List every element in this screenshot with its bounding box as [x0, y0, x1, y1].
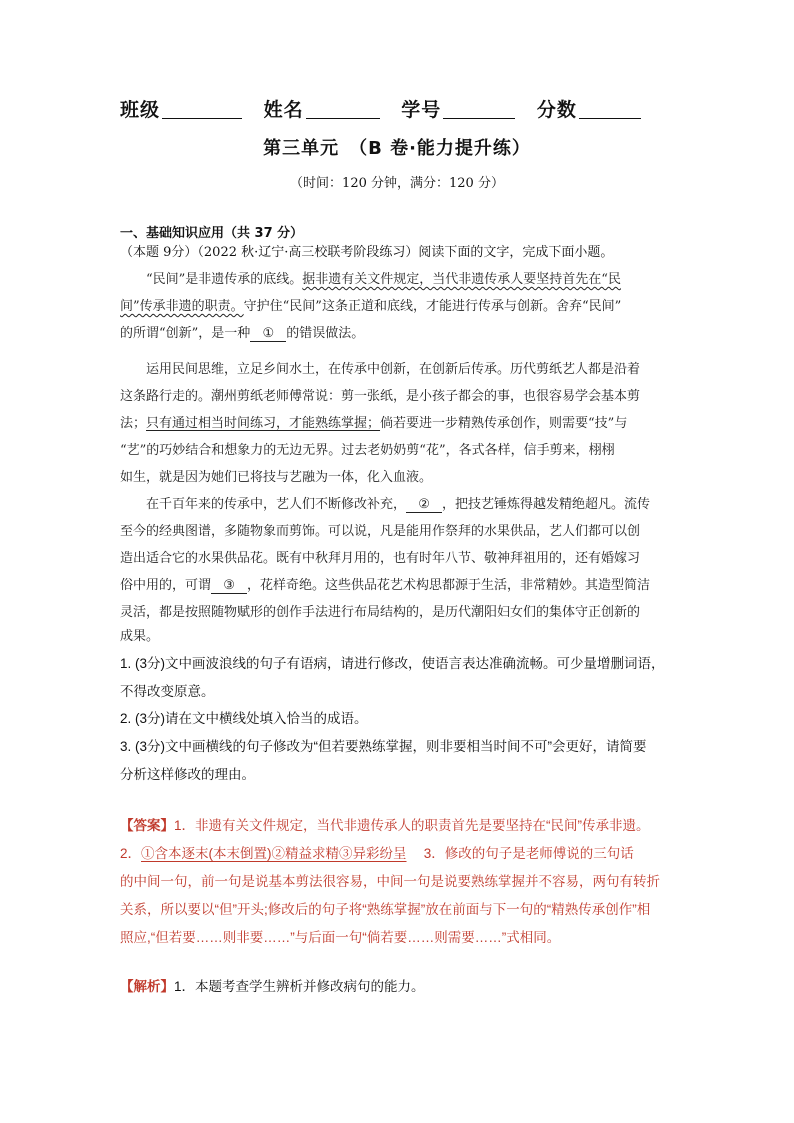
passage-line: 至今的经典图谱，多随物象而剪饰。可以说，凡是能用作祭拜的水果供品，艺人们都可以创	[120, 524, 641, 539]
class-field[interactable]	[162, 100, 242, 119]
answer-idioms: ①含本逐末(本末倒置)②精益求精③异彩纷呈	[141, 846, 407, 861]
passage-line: 灵活，都是按照随物赋形的创作手法进行布局结构的，是历代潮阳妇女们的集体守正创新的	[120, 605, 641, 620]
id-field[interactable]	[443, 100, 515, 119]
answer-line: 关系，所以要以“但”开头;修改后的句子将“熟练掌握”放在前面与下一句的“精熟传承创作”相	[120, 902, 651, 917]
passage-text: 俗中用的，可谓	[120, 578, 212, 593]
answer-text: 3．修改的句子是老师傅说的三句话	[406, 846, 634, 861]
student-info-header	[120, 95, 655, 122]
analysis-text: 1．本题考查学生辨析并修改病句的能力。	[174, 979, 425, 994]
answer-text: 1．非遗有关文件规定，当代非遗传承人的职责首先是要坚持在“民间”传承非遗。	[174, 818, 650, 833]
analysis-tag: 【解析】	[120, 979, 174, 994]
blank-3[interactable]: ③	[211, 578, 247, 594]
name-label: 姓名	[263, 99, 304, 121]
passage-text: 的所谓“创新”，是一种	[120, 326, 251, 341]
passage-text: 倘若要进一步精熟传承创作，则需要“技”与	[380, 416, 628, 431]
id-label: 学号	[401, 99, 442, 121]
passage-line: 造出适合它的水果供品花。既有中秋拜月用的，也有时年八节、敬神拜祖用的，还有婚嫁习	[120, 551, 641, 566]
passage-text: ，花样奇绝。这些供品花艺术构思都源于生活，非常精妙。其造型简洁	[247, 578, 651, 593]
reading-passage	[120, 268, 680, 644]
passage-line: 如生，就是因为她们已将技与艺融为一体，化入血液。	[120, 470, 433, 485]
wavy-sentence: 间”传承非遗的职责。	[120, 299, 244, 314]
page-title: 第三单元 （B 卷·能力提升练）	[263, 138, 531, 159]
underlined-sentence: 只有通过相当时间练习，才能熟练掌握；	[146, 416, 381, 431]
passage-text: 守护住“民间”这条正道和底线，才能进行传承与创新。舍弃“民间”	[243, 299, 622, 314]
passage-line: 这条路行走的。潮州剪纸老师傅常说：剪一张纸，是小孩子都会的事，也很容易学会基本剪	[120, 389, 641, 404]
answer-line: 照应,“但若要……则非要……”与后面一句“倘若要……则需要……”式相同。	[120, 930, 561, 945]
passage-text: 在千百年来的传承中，艺人们不断修改补充，	[146, 497, 407, 512]
answer-line	[120, 814, 650, 834]
blank-2[interactable]: ②	[406, 497, 442, 513]
question-2: 2. (3分)请在文中横线处填入恰当的成语。	[120, 711, 368, 726]
passage-text: “民间”是非遗传承的底线。	[146, 272, 303, 287]
answer-line	[120, 842, 634, 862]
passage-line: “艺”的巧妙结合和想象力的无边无界。过去老奶奶剪“花”，各式各样，信手剪来，栩栩	[120, 443, 615, 458]
passage-line	[120, 412, 627, 431]
question-3-cont: 分析这样修改的理由。	[120, 767, 255, 782]
answer-text: 2．	[120, 846, 142, 861]
passage-text: ，把技艺锤炼得越发精绝超凡。流传	[442, 497, 651, 512]
name-field[interactable]	[306, 100, 380, 119]
page-subtitle: （时间：120 分钟，满分：120 分）	[290, 176, 504, 191]
passage-line	[120, 295, 621, 314]
passage-line: 成果。	[120, 629, 160, 644]
question-1: 1. (3分)文中画波浪线的句子有语病，请进行修改，使语言表达准确流畅。可少量增删词语，	[120, 656, 665, 671]
passage-text: 的错误做法。	[286, 326, 365, 341]
question-intro: （本题 9分）（2022 秋·辽宁·高三校联考阶段练习）阅读下面的文字，完成下面小题。	[120, 245, 614, 260]
analysis-line	[120, 975, 425, 995]
section-heading: 一、基础知识应用（共 37 分）	[120, 226, 304, 241]
passage-text: 法；	[120, 416, 147, 431]
passage-line	[146, 268, 621, 287]
score-field[interactable]	[579, 100, 641, 119]
blank-1[interactable]: ①	[250, 326, 286, 342]
class-label: 班级	[120, 99, 161, 121]
passage-line	[120, 574, 650, 594]
answer-tag: 【答案】	[120, 818, 174, 833]
passage-line: 运用民间思维，立足乡间水土，在传承中创新，在创新后传承。历代剪纸艺人都是沿着	[146, 362, 641, 377]
question-1-cont: 不得改变原意。	[120, 684, 215, 699]
score-label: 分数	[536, 99, 577, 121]
passage-line	[146, 493, 650, 513]
answer-line: 的中间一句，前一句是说基本剪法很容易，中间一句是说要熟练掌握并不容易，两句有转折	[120, 874, 660, 889]
passage-line	[120, 322, 364, 342]
wavy-sentence: 据非遗有关文件规定，当代非遗传承人要坚持首先在“民	[302, 272, 621, 287]
question-3: 3. (3分)文中画横线的句子修改为“但若要熟练掌握，则非要相当时间不可”会更好，请简要	[120, 739, 647, 754]
